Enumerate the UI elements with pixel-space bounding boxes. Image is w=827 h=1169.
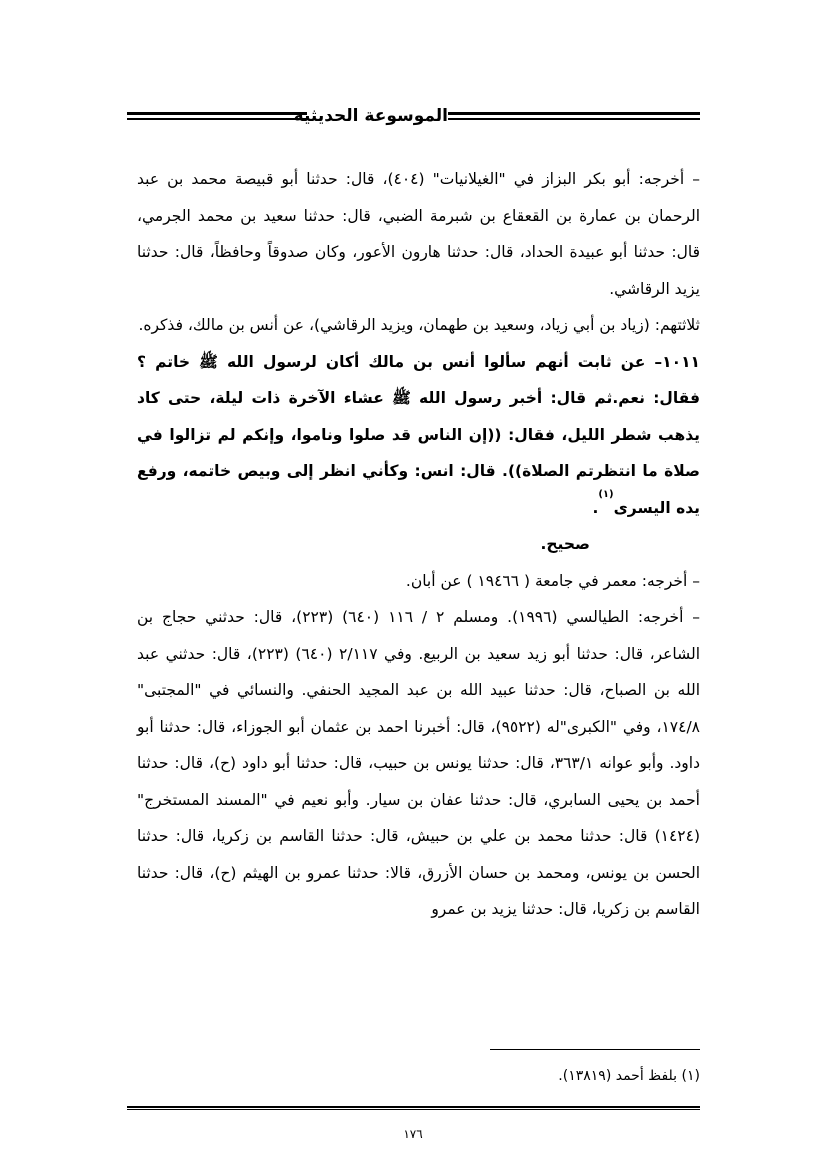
footnote-reference[interactable]: (١) [598,488,614,500]
header-rule-right [448,112,700,120]
main-text [137,161,700,928]
header-title: الموسوعة الحديثية [293,106,448,126]
hadith-body: ١٠١١– عن ثابت أنهم سألوا أنس بن مالك أكان لرسول الله ﷺ خاتم ؟ فقال: نعم.ثم قال: أخبر رسول الله ﷺ عشاء الآخرة ذات ليلة، حتى كاد يذهب شطر الليل، فقال: ((إن الناس قد صلوا وناموا، وإنكم لم تزالوا في صلاة ما انتظرتم الصلاة)). قال: انس: وكأني انظر إلى وبيص خاتمه، ورفع يده اليسرى [137,352,700,517]
paragraph-takhrij-bazzaz: – أخرجه: أبو بكر البزاز في "الغيلانيات" (٤٠٤)، قال: حدثنا أبو قبيصة محمد بن عبد الرحمان بن عمارة بن القعقاع بن شبرمة الضبي، قال: حدثنا سعيد بن محمد الجرمي، قال: حدثنا أبو عبيدة الحداد، قال: حدثنا هارون الأعور، وكان صدوقاً وحافظاً، قال: حدثنا يزيد الرقاشي. [137,170,700,298]
header-rule-left [127,112,307,120]
page-number: ١٧٦ [403,1127,423,1141]
hadith-text [137,344,700,527]
hadith-grade: صحيح. [540,535,590,553]
footer-rule [127,1106,700,1110]
paragraph-takhrij-mamar: – أخرجه: معمر في جامعة ( ١٩٤٦٦ ) عن أبان. [405,571,700,590]
footnote-1: (١) بلفظ أحمد (١٣٨١٩). [558,1068,700,1084]
hadith-end: . [592,498,599,517]
paragraph-takhrij-tayalisi: – أخرجه: الطيالسي (١٩٩٦). ومسلم ٢ / ١١٦ (٦٤٠) (٢٢٣)، قال: حدثني حجاج بن الشاعر، قال: حدثنا أبو زيد سعيد بن الربيع. وفي ٢/١١٧ (٦٤٠) (٢٢٣)، قال: حدثني عبد الله بن الصباح، قال: حدثنا عبيد الله بن عبد المجيد الحنفي. والنسائي في "المجتبى" ١٧٤/٨، وفي "الكبرى"له (٩٥٢٢)، قال: أخبرنا احمد بن عثمان أبو الجوزاء، قال: حدثنا أبو داود. وأبو عوانه ٣٦٣/١، قال: حدثنا يونس بن حبيب، قال: حدثنا أبو داود (ح)، قال: حدثنا أحمد بن يحيى السابري، قال: حدثنا عفان بن سيار. وأبو نعيم في "المسند المستخرج"(١٤٢٤) قال: حدثنا محمد بن علي بن حبيش، قال: حدثنا القاسم بن زكريا، قال: حدثنا الحسن بن يونس، ومحمد بن حسان الأزرق، قالا: حدثنا عمرو بن الهيثم (ح)، قال: حدثنا القاسم بن زكريا، قال: حدثنا يزيد بن عمرو [137,608,701,918]
running-header [127,104,700,132]
footnote-separator [490,1049,700,1050]
paragraph-summary: ثلاثتهم: (زياد بن أبي زياد، وسعيد بن طهمان، ويزيد الرقاشي)، عن أنس بن مالك، فذكره. [138,316,700,334]
